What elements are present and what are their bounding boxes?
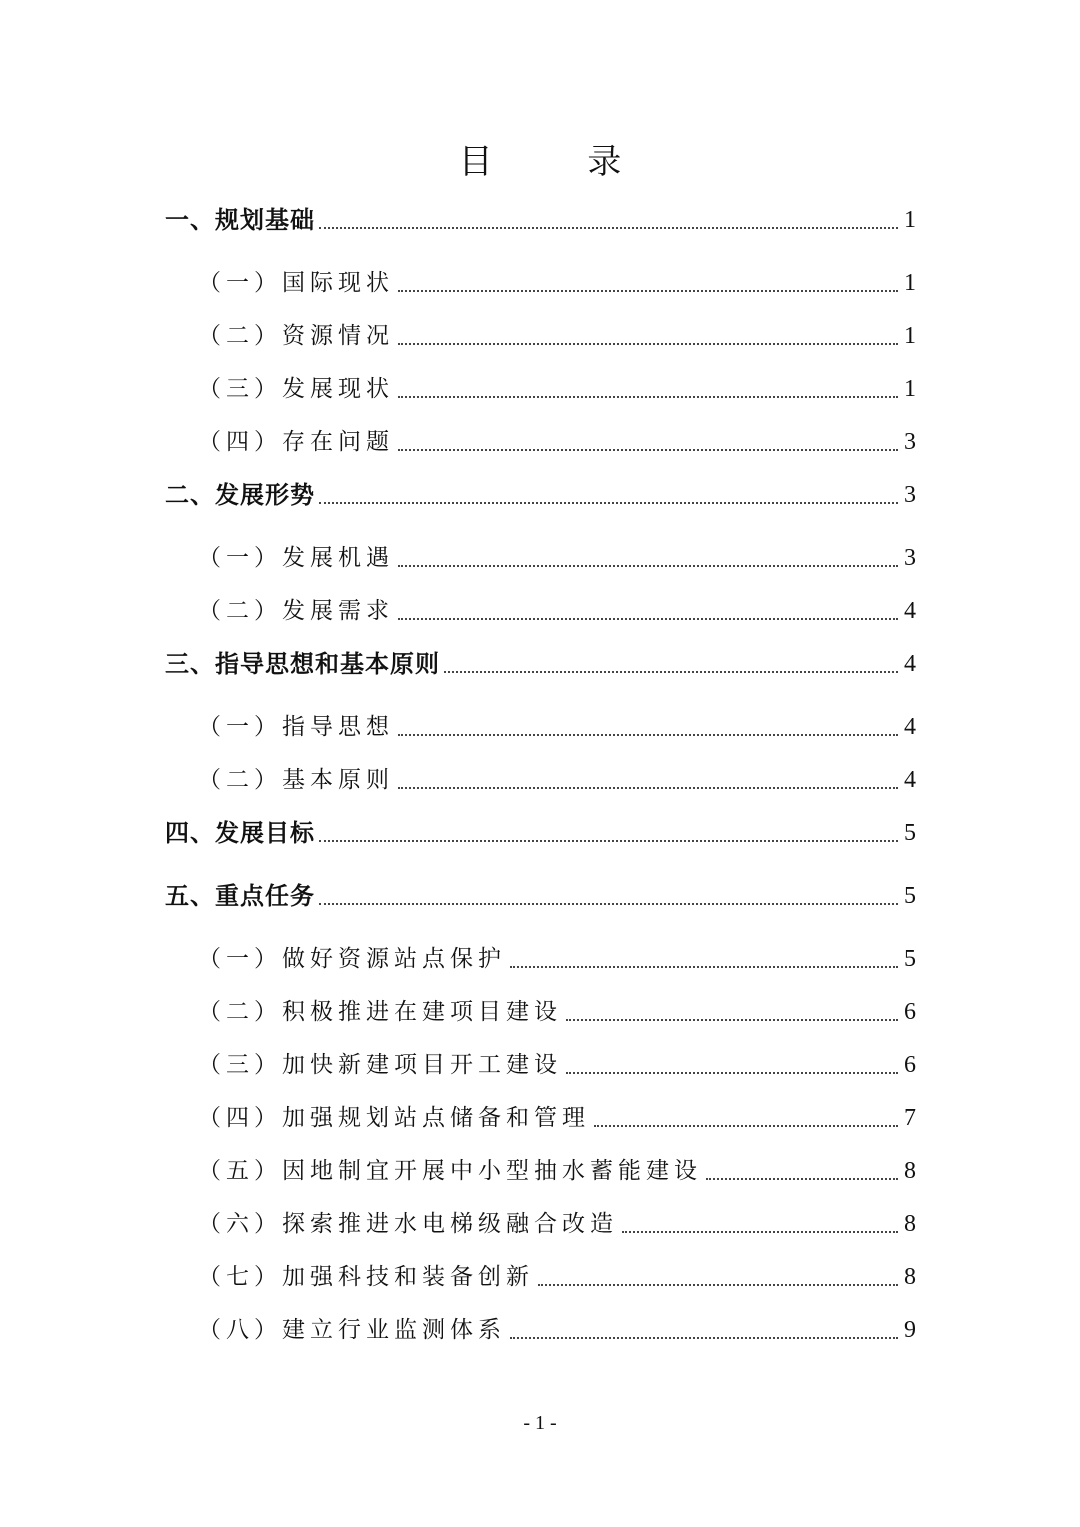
toc-dot-leader [398, 449, 898, 451]
toc-entry-page: 6 [904, 1052, 916, 1078]
toc-entry[interactable] [198, 938, 916, 974]
toc-entry[interactable] [198, 1203, 916, 1239]
toc-dot-leader [538, 1284, 898, 1286]
toc-entry-page: 1 [904, 323, 916, 349]
toc-dot-leader [398, 618, 898, 620]
toc-entry-page: 3 [904, 429, 916, 455]
toc-dot-leader [319, 840, 898, 842]
toc-entry-page: 1 [904, 270, 916, 296]
toc-entry-label: （四）加强规划站点储备和管理 [198, 1105, 590, 1131]
toc-entry-page: 4 [904, 714, 916, 740]
toc-dot-leader [398, 290, 898, 292]
toc-entry[interactable] [165, 474, 916, 510]
toc-entry-page: 5 [904, 820, 916, 846]
toc-entry-label: （四）存在问题 [198, 429, 394, 455]
toc-entry-label: （六）探索推进水电梯级融合改造 [198, 1211, 618, 1237]
toc-entry-label: （二）资源情况 [198, 323, 394, 349]
toc-entry-label: （二）基本原则 [198, 767, 394, 793]
page-title: 目 录 [458, 142, 664, 182]
toc-entry[interactable] [198, 368, 916, 404]
toc-dot-leader [398, 787, 898, 789]
toc-dot-leader [398, 343, 898, 345]
toc-entry[interactable] [198, 1097, 916, 1133]
page-number: - 1 - [523, 1412, 557, 1434]
toc-entry-page: 4 [904, 767, 916, 793]
toc-entry-page: 6 [904, 999, 916, 1025]
toc-entry-page: 7 [904, 1105, 916, 1131]
toc-entry[interactable] [198, 759, 916, 795]
toc-entry[interactable] [198, 262, 916, 298]
toc-entry-page: 4 [904, 598, 916, 624]
toc-dot-leader [510, 966, 898, 968]
toc-dot-leader [319, 227, 898, 229]
toc-entry[interactable] [165, 199, 916, 235]
toc-entry[interactable] [165, 812, 916, 848]
toc-entry-label: 三、指导思想和基本原则 [165, 650, 440, 678]
toc-dot-leader [319, 903, 898, 905]
toc-entry-label: 二、发展形势 [165, 481, 315, 509]
toc-dot-leader [594, 1125, 898, 1127]
toc-entry-label: 一、规划基础 [165, 206, 315, 234]
toc-entry-label: （七）加强科技和装备创新 [198, 1264, 534, 1290]
toc-entry-label: （三）发展现状 [198, 376, 394, 402]
toc-entry-label: （一）国际现状 [198, 270, 394, 296]
toc-entry-label: （五）因地制宜开展中小型抽水蓄能建设 [198, 1158, 702, 1184]
toc-dot-leader [566, 1072, 898, 1074]
toc-entry[interactable] [165, 643, 916, 679]
toc-entry-page: 3 [904, 545, 916, 571]
toc-entry[interactable] [198, 1150, 916, 1186]
toc-entry-label: （三）加快新建项目开工建设 [198, 1052, 562, 1078]
toc-dot-leader [510, 1337, 898, 1339]
toc-entry-page: 4 [904, 651, 916, 677]
toc-dot-leader [566, 1019, 898, 1021]
toc-dot-leader [398, 565, 898, 567]
toc-entry[interactable] [198, 537, 916, 573]
toc-entry-page: 5 [904, 946, 916, 972]
toc-entry-label: （八）建立行业监测体系 [198, 1317, 506, 1343]
toc-entry-page: 8 [904, 1211, 916, 1237]
toc-entry-label: 四、发展目标 [165, 819, 315, 847]
toc-entry-label: 五、重点任务 [165, 882, 315, 910]
toc-entry-page: 9 [904, 1317, 916, 1343]
toc-entry-page: 1 [904, 207, 916, 233]
toc-entry[interactable] [198, 421, 916, 457]
toc-dot-leader [319, 502, 898, 504]
toc-entry[interactable] [198, 590, 916, 626]
toc-entry-page: 3 [904, 482, 916, 508]
toc-entry-label: （一）做好资源站点保护 [198, 946, 506, 972]
toc-dot-leader [622, 1231, 898, 1233]
toc-entry-page: 5 [904, 883, 916, 909]
toc-entry[interactable] [165, 875, 916, 911]
toc-dot-leader [398, 734, 898, 736]
toc-entry-label: （一）发展机遇 [198, 545, 394, 571]
toc-entry-label: （二）积极推进在建项目建设 [198, 999, 562, 1025]
toc-entry-label: （一）指导思想 [198, 714, 394, 740]
toc-entry-label: （二）发展需求 [198, 598, 394, 624]
toc-entry[interactable] [198, 1256, 916, 1292]
toc-dot-leader [444, 671, 898, 673]
toc-dot-leader [706, 1178, 898, 1180]
toc-entry-page: 1 [904, 376, 916, 402]
toc-entry[interactable] [198, 1044, 916, 1080]
toc-entry[interactable] [198, 991, 916, 1027]
toc-entry[interactable] [198, 706, 916, 742]
toc-entry[interactable] [198, 315, 916, 351]
toc-entry-page: 8 [904, 1158, 916, 1184]
toc-entry-page: 8 [904, 1264, 916, 1290]
toc-dot-leader [398, 396, 898, 398]
toc-entry[interactable] [198, 1309, 916, 1345]
